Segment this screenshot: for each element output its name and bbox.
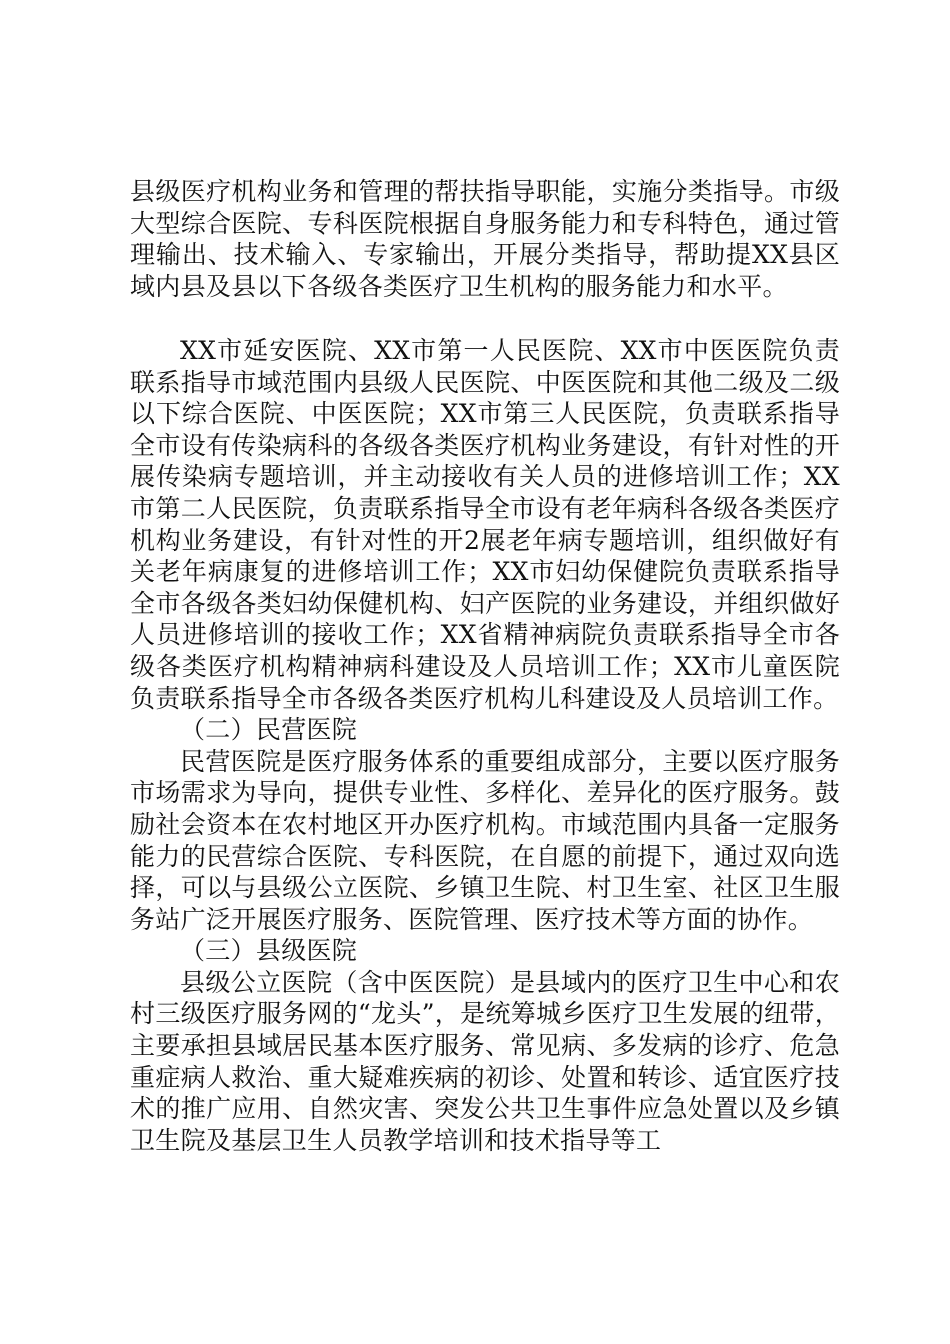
paragraph-county-hospitals: 县级公立医院（含中医医院）是县域内的医疗卫生中心和农村三级医疗服务网的“龙头”，是统筹城乡医疗卫生发展的纽带，主要承担县域居民基本医疗服务、常见病、多发病的诊疗、危急重症病人救治、重大疑难疾病的初诊、处置和转诊、适宜医疗技术的推广应用、自然灾害、突发公共卫生事件应急处置以及乡镇卫生院及基层卫生人员教学培训和技术指导等工 [130,967,840,1155]
document-body-main [130,335,840,1156]
paragraph-hospital-assignments: XX市延安医院、XX市第一人民医院、XX市中医医院负责联系指导市域范围内县级人民医院、中医医院和其他二级及二级以下综合医院、中医医院；XX市第三人民医院，负责联系指导全市设有传染病科的各级各类医疗机构业务建设，有针对性的开展传染病专题培训，并主动接收有关人员的进修培训工作；XX市第二人民医院，负责联系指导全市设有老年病科各级各类医疗机构业务建设，有针对性的开2展老年病专题培训，组织做好有关老年病康复的进修培训工作；XX市妇幼保健院负责联系指导全市各级各类妇幼保健机构、妇产医院的业务建设，并组织做好人员进修培训的接收工作；XX省精神病院负责联系指导全市各级各类医疗机构精神病科建设及人员培训工作；XX市儿童医院负责联系指导全市各级各类医疗机构儿科建设及人员培训工作。 [130,336,840,713]
paragraph-continuation: 县级医疗机构业务和管理的帮扶指导职能，实施分类指导。市级大型综合医院、专科医院根据自身服务能力和专科特色，通过管理输出、技术输入、专家输出，开展分类指导，帮助提XX县区域内县及县以下各级各类医疗卫生机构的服务能力和水平。 [130,177,840,301]
document-body-top [130,176,840,302]
section-heading-private-hospitals: （二）民营医院 [180,715,358,745]
section-heading-county-hospitals: （三）县级医院 [180,936,358,966]
paragraph-private-hospitals: 民营医院是医疗服务体系的重要组成部分，主要以医疗服务市场需求为导向，提供专业性、多样化、差异化的医疗服务。鼓励社会资本在农村地区开办医疗机构。市域范围内具备一定服务能力的民营综合医院、专科医院，在自愿的前提下，通过双向选择，可以与县级公立医院、乡镇卫生院、村卫生室、社区卫生服务站广泛开展医疗服务、医院管理、医疗技术等方面的协作。 [130,746,840,934]
